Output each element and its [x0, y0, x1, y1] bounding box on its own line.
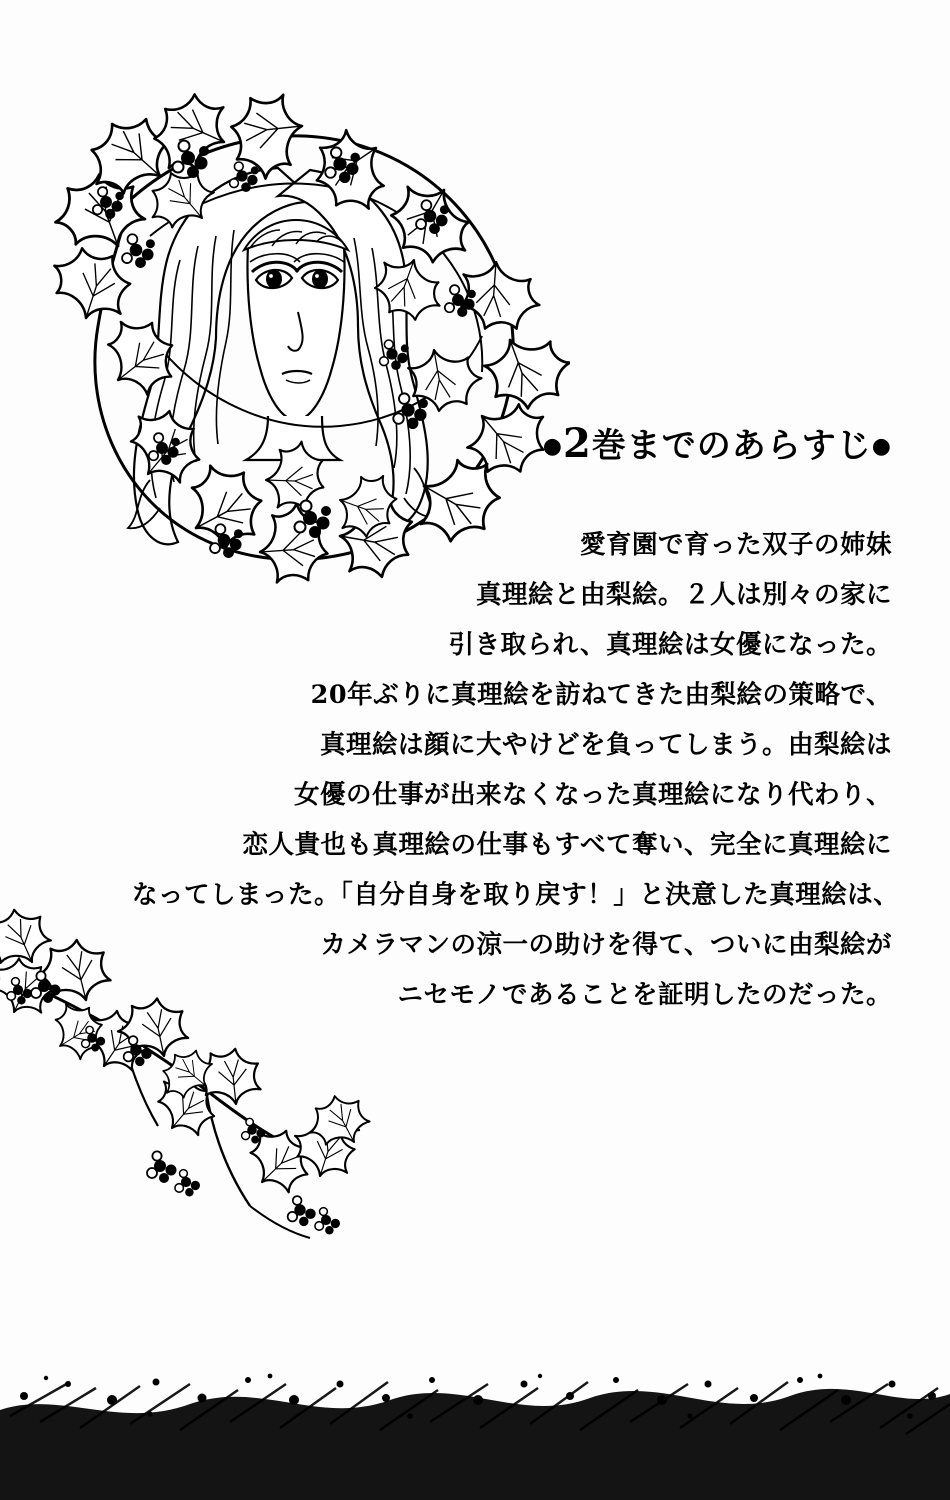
ink-splatter-band [0, 1370, 950, 1500]
synopsis-line: 女優の仕事が出来なくなった真理絵になり代わり、 [293, 780, 892, 810]
synopsis-line: なってしまった。「自分自身を取り戻す！」と決意した真理絵は、 [132, 880, 900, 910]
headline-text: 巻までのあらすじ [591, 426, 872, 466]
synopsis-line: 恋人貴也も真理絵の仕事もすべて奪い、完全に真理絵に [242, 830, 892, 860]
synopsis-line: 真理絵と由梨絵。２人は別々の家に [475, 580, 892, 610]
bullet-left-icon: ● [542, 433, 563, 459]
synopsis-line: 引き取られ、真理絵は女優になった。 [448, 630, 892, 660]
synopsis-line: 愛育園で育った双子の姉妹 [579, 530, 892, 560]
volume-number: 2 [562, 420, 592, 467]
synopsis-line: 20年ぶりに真理絵を訪ねてきた由梨絵の策略で、 [310, 680, 892, 710]
synopsis-line: 真理絵は顔に大やけどを負ってしまう。由梨絵は [319, 730, 892, 760]
synopsis-line: カメラマンの涼一の助けを得て、ついに由梨絵が [320, 930, 892, 960]
bullet-right-icon: ● [871, 433, 892, 459]
synopsis-headline [543, 418, 892, 467]
ivy-branch-illustration [0, 890, 430, 1290]
synopsis-line: ニセモノであることを証明したのだった。 [397, 980, 892, 1010]
